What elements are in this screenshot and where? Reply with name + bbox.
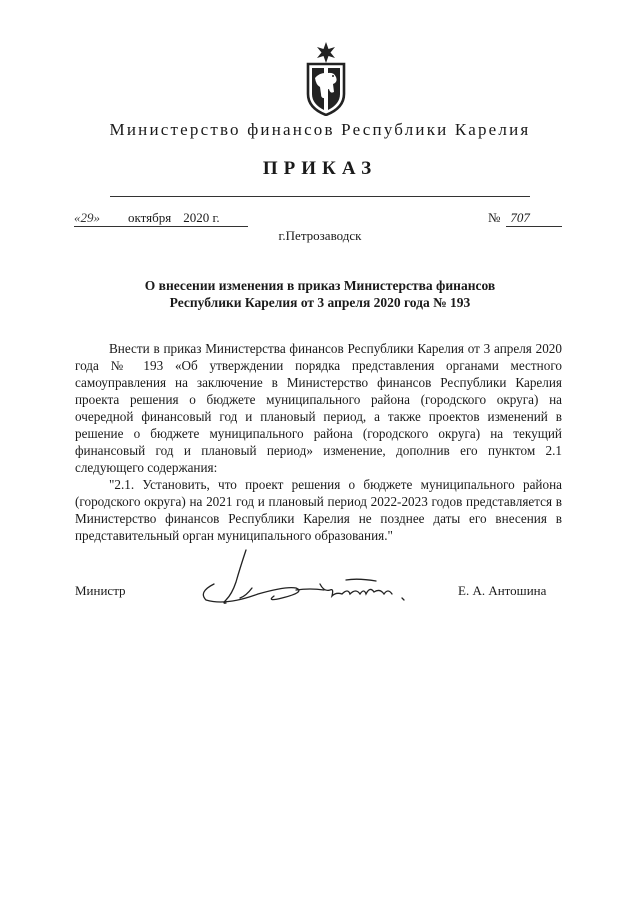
date-month: октября — [128, 210, 172, 225]
handwritten-signature-icon — [196, 548, 416, 610]
order-subject — [90, 277, 550, 311]
header-divider — [110, 196, 530, 197]
city-name: г.Петрозаводск — [278, 228, 362, 243]
date-year: 2020 г. — [183, 210, 220, 225]
order-date — [74, 210, 254, 226]
subject-line-2: Республики Карелия от 3 апреля 2020 года № 193 — [169, 295, 471, 310]
coat-of-arms-icon — [300, 42, 352, 116]
body-paragraph-1: Внести в приказ Министерства финансов Республики Карелия от 3 апреля 2020 года № 193 «Об утверждении порядка представления органами местного самоуправления на заключение в Министерство финансов Республики Карелия проекта решения о бюджете муниципального района (городского округа) на очередной финансовый год и плановый период, а также проектов изменений в решение о бюджете муниципального района (городского округа) на текущий финансовый год и плановый период» изменение, дополнив его пунктом 2.1 следующего содержания: — [75, 341, 562, 475]
number-label: № — [488, 210, 501, 225]
signer-role: Министр — [75, 583, 126, 598]
subject-line-1: О внесении изменения в приказ Министерства финансов — [144, 278, 496, 293]
ministry-name: Министерство финансов Республики Карелия — [109, 120, 531, 139]
order-body — [75, 340, 562, 544]
number-value: 707 — [510, 210, 530, 225]
date-underline — [74, 226, 248, 227]
signer-name: Е. А. Антошина — [458, 583, 547, 598]
number-underline — [506, 226, 562, 227]
order-number — [488, 210, 568, 226]
body-paragraph-2: "2.1. Установить, что проект решения о бюджете муниципального района (городского округа) на 2021 год и плановый период 2022-2023 годов представляется в Министерство финансов Республики Карелия не позднее даты его внесения в представительный орган муниципального образования." — [75, 477, 562, 543]
document-type-title: ПРИКАЗ — [262, 158, 378, 179]
date-day: «29» — [74, 210, 100, 225]
